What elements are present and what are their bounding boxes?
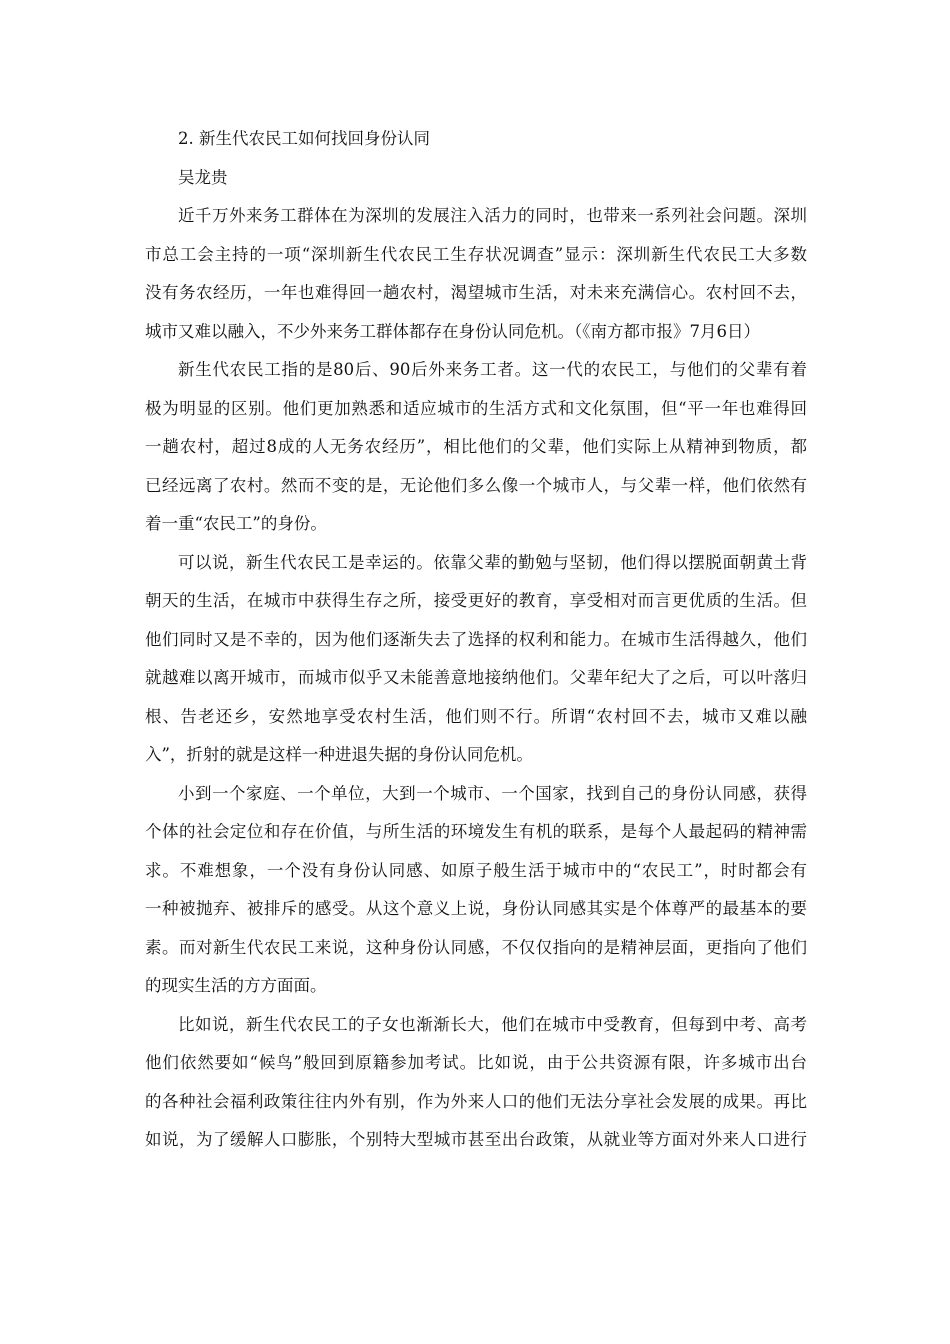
paragraph-line: 城市又难以融入，不少外来务工群体都存在身份认同危机。（《南方都市报》7月6日） [145,321,760,341]
paragraph-line: 一种被抛弃、被排斥的感受。从这个意义上说，身份认同感其实是个体尊严的最基本的要 [145,899,807,918]
paragraph-line: 没有务农经历，一年也难得回一趟农村，渴望城市生活，对未来充满信心。农村回不去， [145,283,807,302]
paragraph-line: 根、告老还乡，安然地享受农村生活，他们则不行。所谓“农村回不去，城市又难以融 [145,706,807,726]
paragraph-line: 近千万外来务工群体在为深圳的发展注入活力的同时，也带来一系列社会问题。深圳 [178,206,807,225]
paragraph-line: 素。而对新生代农民工来说，这种身份认同感，不仅仅指向的是精神层面，更指向了他们 [145,937,807,957]
paragraph-2 [145,351,807,544]
paragraph-line: 的现实生活的方方面面。 [145,976,327,995]
paragraph-4 [145,775,807,1006]
paragraph-line: 极为明显的区别。他们更加熟悉和适应城市的生活方式和文化氛围，但“平一年也难得回 [145,398,807,418]
paragraph-line: 求。不难想象，一个没有身份认同感、如原子般生活于城市中的“农民工”，时时都会有 [145,860,807,880]
paragraph-1 [145,197,807,351]
paragraph-line: 他们依然要如“候鸟”般回到原籍参加考试。比如说，由于公共资源有限，许多城市出台 [145,1053,807,1072]
paragraph-line: 市总工会主持的一项“深圳新生代农民工生存状况调查”显示：深圳新生代农民工大多数 [145,244,807,264]
paragraph-line: 朝天的生活，在城市中获得生存之所，接受更好的教育，享受相对而言更优质的生活。但 [145,591,807,610]
paragraph-line: 的各种社会福利政策往往内外有别，作为外来人口的他们无法分享社会发展的成果。再比 [145,1091,807,1111]
paragraph-line: 可以说，新生代农民工是幸运的。依靠父辈的勤勉与坚韧，他们得以摆脱面朝黄土背 [178,552,807,572]
paragraph-line: 小到一个家庭、一个单位，大到一个城市、一个国家，找到自己的身份认同感，获得 [178,783,807,803]
paragraph-line: 就越难以离开城市，而城市似乎又未能善意地接纳他们。父辈年纪大了之后，可以叶落归 [145,668,807,687]
paragraph-3 [145,544,807,775]
paragraph-line: 如说，为了缓解人口膨胀，个别特大型城市甚至出台政策，从就业等方面对外来人口进行 [145,1130,807,1149]
paragraph-line: 他们同时又是不幸的，因为他们逐渐失去了选择的权利和能力。在城市生活得越久，他们 [145,629,807,649]
article-title: 2. 新生代农民工如何找回身份认同 [178,129,430,148]
article-body [145,120,807,1160]
paragraph-line: 新生代农民工指的是80后、90后外来务工者。这一代的农民工，与他们的父辈有着 [178,360,807,379]
paragraph-5 [145,1006,807,1160]
paragraph-line: 比如说，新生代农民工的子女也渐渐长大，他们在城市中受教育，但每到中考、高考 [178,1014,807,1034]
paragraph-line: 入”，折射的就是这样一种进退失据的身份认同危机。 [145,745,533,764]
paragraph-line: 着一重“农民工”的身份。 [145,514,327,533]
paragraph-line: 个体的社会定位和存在价值，与所生活的环境发生有机的联系，是每个人最起码的精神需 [145,822,807,841]
paragraph-line: 已经远离了农村。然而不变的是，无论他们多么像一个城市人，与父辈一样，他们依然有 [145,475,807,495]
article-author: 吴龙贵 [178,167,228,187]
paragraph-line: 一趟农村，超过8成的人无务农经历”，相比他们的父辈，他们实际上从精神到物质，都 [145,437,807,456]
